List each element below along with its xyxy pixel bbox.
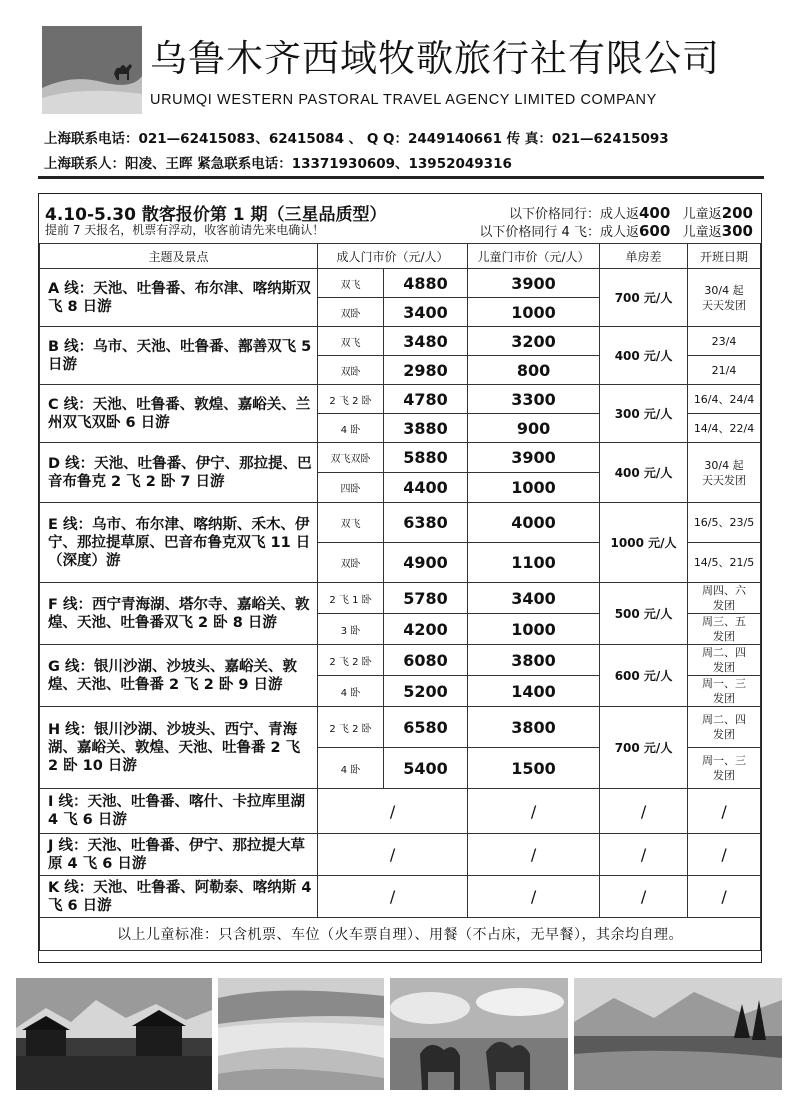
transport-type: 4 卧 <box>318 676 384 707</box>
lake-photo <box>574 978 782 1090</box>
single-room-na: / <box>600 789 688 834</box>
adult-price: 5880 <box>384 443 468 473</box>
camels-photo <box>390 978 568 1090</box>
adult-price: 2980 <box>384 356 468 385</box>
child-price: 1500 <box>468 748 600 789</box>
departure-date: 30/4 起 天天发团 <box>688 443 761 503</box>
adult-price: 5400 <box>384 748 468 789</box>
transport-type: 双飞 <box>318 327 384 356</box>
great-wall-photo <box>16 978 212 1090</box>
table-row <box>40 834 761 876</box>
contact-line-person: 上海联系人：阳凌、王晖 紧急联系电话：13371930609、13952049316 <box>44 156 512 172</box>
route-name: E 线：乌市、布尔津、喀纳斯、禾木、伊宁、那拉提草原、巴音布鲁克双飞 11 日（深度）游 <box>40 503 318 583</box>
child-price: 3800 <box>468 707 600 748</box>
table-row <box>40 327 761 356</box>
single-room-supplement: 600 元/人 <box>600 645 688 707</box>
adult-price: 4200 <box>384 614 468 645</box>
price-table <box>39 243 761 951</box>
adult-price: 4400 <box>384 473 468 503</box>
child-price: 1000 <box>468 473 600 503</box>
transport-type: 2 飞 2 卧 <box>318 385 384 414</box>
single-room-supplement: 400 元/人 <box>600 443 688 503</box>
header-departure-date: 开班日期 <box>688 244 761 269</box>
rebate-line-2 <box>479 221 753 240</box>
photo-strip <box>16 978 784 1090</box>
route-name: H 线：银川沙湖、沙坡头、西宁、青海湖、嘉峪关、敦煌、天池、吐鲁番 2 飞 2 卧 10 日游 <box>40 707 318 789</box>
single-room-supplement: 700 元/人 <box>600 269 688 327</box>
rebate-2-child-label: 儿童返 <box>682 225 722 240</box>
transport-type: 4 卧 <box>318 748 384 789</box>
departure-date: 14/5、21/5 <box>688 543 761 583</box>
child-price: 900 <box>468 414 600 443</box>
child-price: 1000 <box>468 298 600 327</box>
adult-price: 3880 <box>384 414 468 443</box>
route-name: C 线：天池、吐鲁番、敦煌、嘉峪关、兰州双飞双卧 6 日游 <box>40 385 318 443</box>
single-room-na: / <box>600 876 688 918</box>
transport-type: 四卧 <box>318 473 384 503</box>
departure-date: 周二、四 发团 <box>688 645 761 676</box>
transport-type: 双卧 <box>318 298 384 327</box>
rebate-1-child: 200 <box>721 204 753 222</box>
child-price: 3200 <box>468 327 600 356</box>
rebate-1-adult: 400 <box>638 204 671 222</box>
rebate-2-child: 300 <box>721 222 753 240</box>
rebate-1-label: 以下价格同行：成人返 <box>508 207 639 222</box>
adult-price-na: / <box>318 834 468 876</box>
route-name: I 线：天池、吐鲁番、喀什、卡拉库里湖 4 飞 6 日游 <box>40 789 318 834</box>
transport-type: 4 卧 <box>318 414 384 443</box>
table-header-row <box>40 244 761 269</box>
adult-price: 6080 <box>384 645 468 676</box>
adult-price: 3400 <box>384 298 468 327</box>
transport-type: 2 飞 1 卧 <box>318 583 384 614</box>
route-name: G 线：银川沙湖、沙坡头、嘉峪关、敦煌、天池、吐鲁番 2 飞 2 卧 9 日游 <box>40 645 318 707</box>
transport-type: 3 卧 <box>318 614 384 645</box>
departure-date: 30/4 起 天天发团 <box>688 269 761 327</box>
single-room-supplement: 500 元/人 <box>600 583 688 645</box>
header-divider <box>38 176 764 179</box>
table-row <box>40 876 761 918</box>
offer-note: 提前 7 天报名，机票有浮动，收客前请先来电确认！ <box>45 223 325 237</box>
route-name: J 线：天池、吐鲁番、伊宁、那拉提大草原 4 飞 6 日游 <box>40 834 318 876</box>
single-room-na: / <box>600 834 688 876</box>
child-price: 3900 <box>468 269 600 298</box>
departure-date-na: / <box>688 876 761 918</box>
camel-logo <box>42 26 142 114</box>
departure-date: 14/4、22/4 <box>688 414 761 443</box>
table-row <box>40 645 761 676</box>
child-price-na: / <box>468 876 600 918</box>
route-name: K 线：天池、吐鲁番、阿勒泰、喀纳斯 4 飞 6 日游 <box>40 876 318 918</box>
company-name-en: URUMQI WESTERN PASTORAL TRAVEL AGENCY LIMITED COMPANY <box>150 92 657 108</box>
route-name: A 线：天池、吐鲁番、布尔津、喀纳斯双飞 8 日游 <box>40 269 318 327</box>
desert-photo <box>218 978 384 1090</box>
adult-price: 4900 <box>384 543 468 583</box>
single-room-supplement: 300 元/人 <box>600 385 688 443</box>
table-row <box>40 789 761 834</box>
child-price: 3300 <box>468 385 600 414</box>
child-price-na: / <box>468 834 600 876</box>
rebate-line-1 <box>509 203 753 222</box>
departure-date-na: / <box>688 834 761 876</box>
adult-price: 5780 <box>384 583 468 614</box>
child-price-na: / <box>468 789 600 834</box>
child-price: 800 <box>468 356 600 385</box>
transport-type: 双飞双卧 <box>318 443 384 473</box>
route-name: D 线：天池、吐鲁番、伊宁、那拉提、巴音布鲁克 2 飞 2 卧 7 日游 <box>40 443 318 503</box>
table-row <box>40 385 761 414</box>
contact-line-phone: 上海联系电话：021—62415083、62415084 、 Q Q：2449140661 传 真：021—62415093 <box>44 131 669 147</box>
table-row <box>40 443 761 473</box>
table-row <box>40 583 761 614</box>
departure-date: 周四、六 发团 <box>688 583 761 614</box>
header-single-room: 单房差 <box>600 244 688 269</box>
table-row <box>40 269 761 298</box>
child-price: 4000 <box>468 503 600 543</box>
company-name-cn: 乌鲁木齐西域牧歌旅行社有限公司 <box>150 37 720 80</box>
route-name: F 线：西宁青海湖、塔尔寺、嘉峪关、敦煌、天池、吐鲁番双飞 2 卧 8 日游 <box>40 583 318 645</box>
adult-price: 6380 <box>384 503 468 543</box>
transport-type: 2 飞 2 卧 <box>318 707 384 748</box>
transport-type: 2 飞 2 卧 <box>318 645 384 676</box>
departure-date: 周一、三 发团 <box>688 676 761 707</box>
adult-price: 5200 <box>384 676 468 707</box>
adult-price: 6580 <box>384 707 468 748</box>
rebate-1-child-label: 儿童返 <box>682 207 722 222</box>
header-adult-price: 成人门市价（元/人） <box>318 244 468 269</box>
child-price: 1100 <box>468 543 600 583</box>
departure-date: 周二、四 发团 <box>688 707 761 748</box>
header-route: 主题及景点 <box>40 244 318 269</box>
table-row <box>40 707 761 748</box>
adult-price-na: / <box>318 789 468 834</box>
offer-title: 4.10-5.30 散客报价第 1 期（三星品质型） <box>45 205 387 225</box>
transport-type: 双卧 <box>318 543 384 583</box>
transport-type: 双飞 <box>318 269 384 298</box>
adult-price-na: / <box>318 876 468 918</box>
rebate-2-label: 以下价格同行 4 飞：成人返 <box>479 225 639 240</box>
adult-price: 4780 <box>384 385 468 414</box>
header-child-price: 儿童门市价（元/人） <box>468 244 600 269</box>
child-price: 1400 <box>468 676 600 707</box>
departure-date: 周三、五 发团 <box>688 614 761 645</box>
adult-price: 3480 <box>384 327 468 356</box>
departure-date: 16/5、23/5 <box>688 503 761 543</box>
departure-date: 21/4 <box>688 356 761 385</box>
route-name: B 线：乌市、天池、吐鲁番、鄯善双飞 5 日游 <box>40 327 318 385</box>
departure-date: 周一、三 发团 <box>688 748 761 789</box>
transport-type: 双飞 <box>318 503 384 543</box>
departure-date: 23/4 <box>688 327 761 356</box>
departure-date-na: / <box>688 789 761 834</box>
single-room-supplement: 1000 元/人 <box>600 503 688 583</box>
single-room-supplement: 700 元/人 <box>600 707 688 789</box>
child-price: 3800 <box>468 645 600 676</box>
child-price: 3400 <box>468 583 600 614</box>
rebate-2-adult: 600 <box>638 222 671 240</box>
departure-date: 16/4、24/4 <box>688 385 761 414</box>
adult-price: 4880 <box>384 269 468 298</box>
children-policy-note: 以上儿童标准：只含机票、车位（火车票自理）、用餐（不占床，无早餐），其余均自理。 <box>40 918 761 951</box>
single-room-supplement: 400 元/人 <box>600 327 688 385</box>
transport-type: 双卧 <box>318 356 384 385</box>
table-row <box>40 503 761 543</box>
price-panel <box>38 193 762 963</box>
child-price: 3900 <box>468 443 600 473</box>
child-price: 1000 <box>468 614 600 645</box>
